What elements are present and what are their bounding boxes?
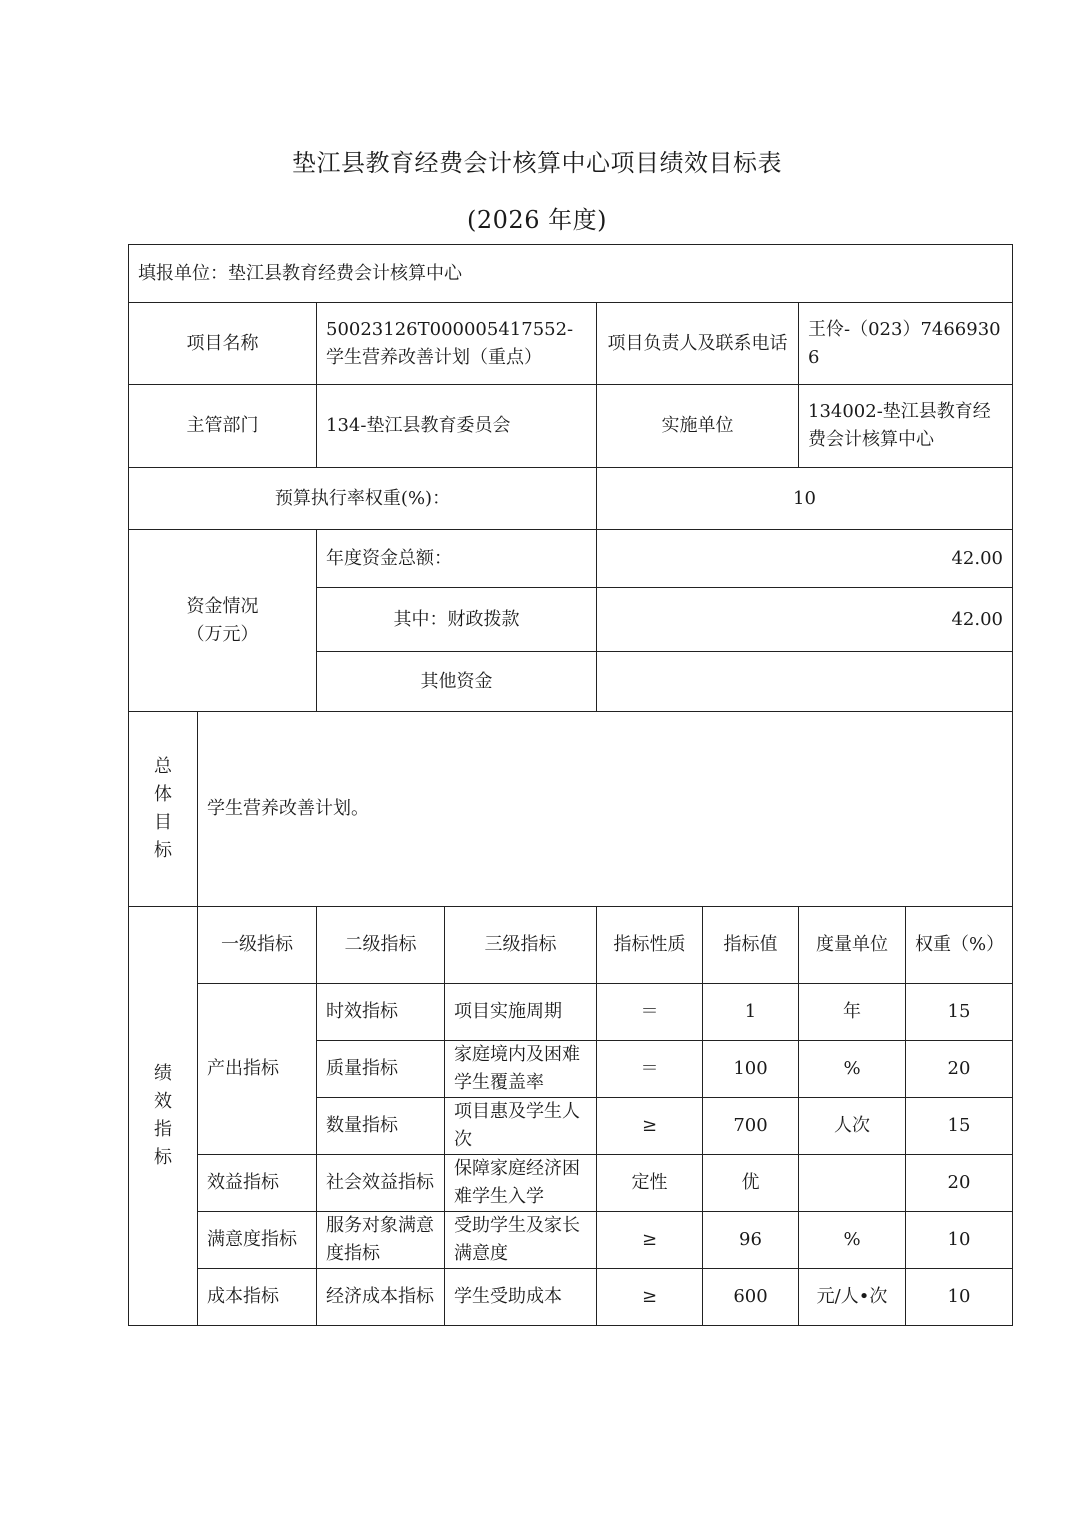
dept-value: 134-垫江县教育委员会 — [317, 385, 597, 468]
header-nature: 指标性质 — [597, 907, 703, 984]
project-name-value: 50023126T000005417552-学生营养改善计划（重点） — [317, 303, 597, 385]
level1-output: 产出指标 — [198, 984, 317, 1155]
table-row — [129, 1155, 1013, 1212]
nature-cell: ≥ — [597, 1098, 703, 1155]
level3-cell: 家庭境内及困难学生覆盖率 — [445, 1041, 597, 1098]
unit-cell: 人次 — [799, 1098, 906, 1155]
level3-cell: 保障家庭经济困难学生入学 — [445, 1155, 597, 1212]
performance-table — [128, 244, 1013, 1326]
weight-cell: 15 — [906, 1098, 1013, 1155]
unit-cell: 年 — [799, 984, 906, 1041]
weight-cell: 10 — [906, 1269, 1013, 1326]
header-value: 指标值 — [703, 907, 799, 984]
page-subtitle-year: (2026 年度) — [467, 206, 607, 234]
unit-cell — [799, 1155, 906, 1212]
value-cell: 600 — [703, 1269, 799, 1326]
value-cell: 1 — [703, 984, 799, 1041]
level2-cell: 数量指标 — [317, 1098, 445, 1155]
impl-unit-label: 实施单位 — [597, 385, 799, 468]
value-cell: 100 — [703, 1041, 799, 1098]
header-unit: 度量单位 — [799, 907, 906, 984]
level2-cell: 社会效益指标 — [317, 1155, 445, 1212]
nature-cell: ≥ — [597, 1212, 703, 1269]
level2-cell: 质量指标 — [317, 1041, 445, 1098]
level3-cell: 受助学生及家长满意度 — [445, 1212, 597, 1269]
level3-cell: 学生受助成本 — [445, 1269, 597, 1326]
header-level3: 三级指标 — [445, 907, 597, 984]
level3-cell: 项目实施周期 — [445, 984, 597, 1041]
funds-other-label: 其他资金 — [317, 652, 597, 712]
weight-cell: 15 — [906, 984, 1013, 1041]
overall-goal-label: 总体目标 — [129, 712, 198, 907]
value-cell: 96 — [703, 1212, 799, 1269]
table-row — [129, 1269, 1013, 1326]
unit-cell: % — [799, 1212, 906, 1269]
table-row — [129, 984, 1013, 1041]
project-owner-label: 项目负责人及联系电话 — [597, 303, 799, 385]
budget-weight-value: 10 — [597, 468, 1013, 530]
header-level1: 一级指标 — [198, 907, 317, 984]
table-row — [129, 1212, 1013, 1269]
overall-goal-text: 学生营养改善计划。 — [198, 712, 1013, 907]
level2-cell: 服务对象满意度指标 — [317, 1212, 445, 1269]
page-title: 垫江县教育经费会计核算中心项目绩效目标表 — [292, 149, 782, 177]
level2-cell: 经济成本指标 — [317, 1269, 445, 1326]
weight-cell: 10 — [906, 1212, 1013, 1269]
level1-benefit: 效益指标 — [198, 1155, 317, 1212]
level1-satisfaction: 满意度指标 — [198, 1212, 317, 1269]
nature-cell: ≥ — [597, 1269, 703, 1326]
weight-cell: 20 — [906, 1041, 1013, 1098]
funds-total-label: 年度资金总额： — [317, 530, 597, 588]
level2-cell: 时效指标 — [317, 984, 445, 1041]
project-owner-value: 王伶-（023）74669306 — [799, 303, 1013, 385]
funds-total-value: 42.00 — [597, 530, 1013, 588]
reporting-unit: 填报单位：垫江县教育经费会计核算中心 — [129, 245, 1013, 303]
unit-cell: 元/人•次 — [799, 1269, 906, 1326]
level1-cost: 成本指标 — [198, 1269, 317, 1326]
indicators-section-label: 绩效指标 — [129, 907, 198, 1326]
funds-label: 资金情况（万元） — [129, 530, 317, 712]
value-cell: 700 — [703, 1098, 799, 1155]
header-weight: 权重（%） — [906, 907, 1013, 984]
funds-fiscal-label: 其中：财政拨款 — [317, 588, 597, 652]
nature-cell: ＝ — [597, 984, 703, 1041]
funds-fiscal-value: 42.00 — [597, 588, 1013, 652]
unit-cell: % — [799, 1041, 906, 1098]
header-level2: 二级指标 — [317, 907, 445, 984]
weight-cell: 20 — [906, 1155, 1013, 1212]
dept-label: 主管部门 — [129, 385, 317, 468]
project-name-label: 项目名称 — [129, 303, 317, 385]
nature-cell: 定性 — [597, 1155, 703, 1212]
nature-cell: ＝ — [597, 1041, 703, 1098]
budget-weight-label: 预算执行率权重(%)： — [129, 468, 597, 530]
impl-unit-value: 134002-垫江县教育经费会计核算中心 — [799, 385, 1013, 468]
funds-other-value — [597, 652, 1013, 712]
level3-cell: 项目惠及学生人次 — [445, 1098, 597, 1155]
value-cell: 优 — [703, 1155, 799, 1212]
